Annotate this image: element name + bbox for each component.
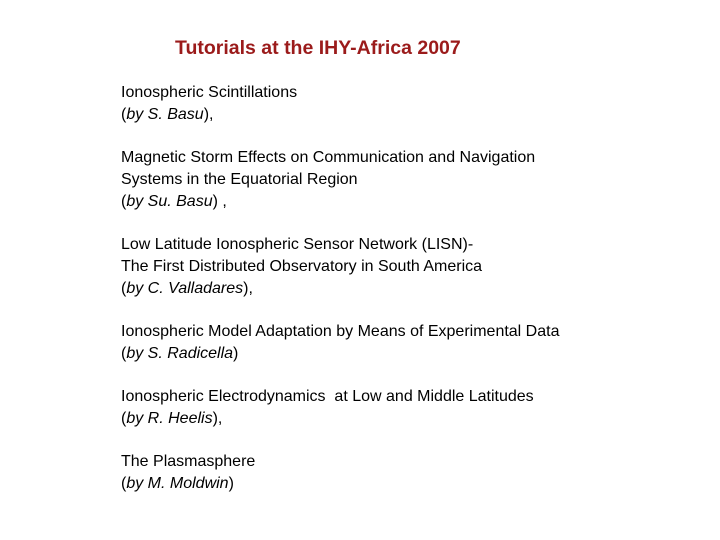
tutorial-item-3: [121, 234, 711, 300]
tutorial-author: by M. Moldwin: [126, 475, 229, 492]
author-open-paren: (: [121, 193, 127, 210]
tutorial-author-line: [121, 343, 711, 365]
author-open-paren: (: [121, 410, 127, 427]
tutorial-author: by Su. Basu: [126, 193, 213, 210]
tutorial-title-line: Magnetic Storm Effects on Communication and Navigation: [121, 149, 536, 166]
tutorial-author-line: [121, 278, 711, 300]
tutorial-author-line: [121, 408, 711, 430]
tutorial-author: by C. Valladares: [126, 280, 244, 297]
tutorial-title-line: Ionospheric Electrodynamics at Low and Middle Latitudes: [121, 388, 534, 405]
author-open-paren: (: [121, 106, 127, 123]
author-close-paren: ),: [203, 106, 214, 123]
tutorial-list: [121, 82, 711, 516]
tutorial-title-line: Ionospheric Scintillations: [121, 84, 298, 101]
author-close-paren: ),: [243, 280, 253, 297]
slide-title: Tutorials at the IHY-Africa 2007: [175, 37, 461, 59]
author-open-paren: (: [121, 345, 127, 362]
author-close-paren: ),: [212, 410, 223, 427]
author-open-paren: (: [121, 280, 127, 297]
tutorial-item-6: [121, 451, 711, 495]
tutorial-item-1: [121, 82, 711, 126]
tutorial-title-line: Low Latitude Ionospheric Sensor Network (LISN)-: [121, 236, 474, 253]
tutorial-item-5: [121, 386, 711, 430]
tutorial-title-line: Systems in the Equatorial Region: [121, 171, 358, 188]
tutorial-author: by S. Radicella: [126, 345, 234, 362]
tutorial-author-line: [121, 191, 711, 213]
author-close-paren: ) ,: [212, 193, 227, 210]
author-close-paren: ): [233, 345, 239, 362]
author-open-paren: (: [121, 475, 127, 492]
tutorial-item-2: [121, 147, 711, 213]
tutorial-author: by R. Heelis: [126, 410, 213, 427]
tutorial-title-line: The First Distributed Observatory in South America: [121, 258, 483, 275]
tutorial-title-line: The Plasmasphere: [121, 453, 256, 470]
tutorial-item-4: [121, 321, 711, 365]
tutorial-author-line: [121, 104, 711, 126]
tutorial-author-line: [121, 473, 711, 495]
tutorial-author: by S. Basu: [126, 106, 204, 123]
tutorial-title-line: Ionospheric Model Adaptation by Means of Experimental Data: [121, 323, 560, 340]
author-close-paren: ): [228, 475, 234, 492]
